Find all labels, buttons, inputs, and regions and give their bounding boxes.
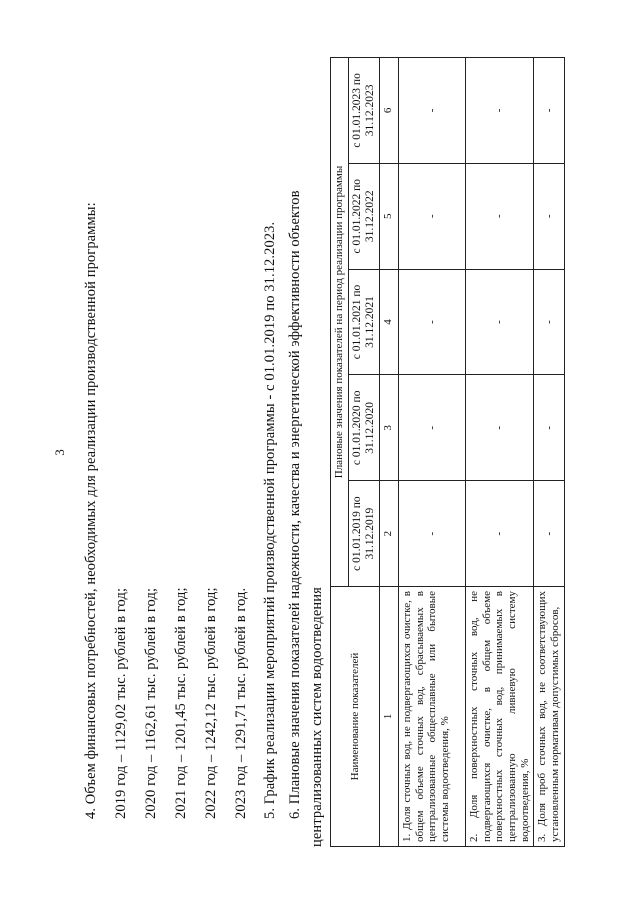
header-indicator-name: Наименование показателей bbox=[331, 587, 380, 847]
indicator-value: - bbox=[466, 481, 534, 587]
indicator-value: - bbox=[534, 58, 564, 164]
indicator-value: - bbox=[399, 375, 466, 481]
header-planned-values: Плановые значения показателей на период реализации программы bbox=[331, 58, 349, 587]
indicator-name: 2. Доля поверхностных сточных вод, не подвергающихся очистке, в общем объеме поверхностных сточных вод, принимаемых в централизованную ливневую систему водоотведения, % bbox=[466, 587, 534, 847]
column-number: 6 bbox=[380, 58, 399, 164]
indicators-table bbox=[330, 57, 565, 847]
page-number: 3 bbox=[52, 449, 67, 456]
indicator-value: - bbox=[534, 481, 564, 587]
paragraph-financial-needs: 4. Объем финансовых потребностей, необходимых для реализации производственной программы: bbox=[83, 202, 99, 819]
indicator-name: 1. Доля сточных вод, не подвергающихся очистке, в общем объеме сточных вод, сбрасываемых в централизованные общесплавные или бытовые системы водоотведения, % bbox=[399, 587, 466, 847]
column-number: 3 bbox=[380, 375, 399, 481]
column-number: 4 bbox=[380, 269, 399, 375]
indicator-value: - bbox=[399, 269, 466, 375]
indicator-value: - bbox=[466, 163, 534, 269]
year-line-2022: 2022 год – 1242,12 тыс. рублей в год; bbox=[203, 587, 219, 819]
header-period-2022: с 01.01.2022 по 31.12.2022 bbox=[348, 163, 379, 269]
header-period-2019: с 01.01.2019 по 31.12.2019 bbox=[348, 481, 379, 587]
header-period-2023: с 01.01.2023 по 31.12.2023 bbox=[348, 58, 379, 164]
year-line-2023: 2023 год – 1291,71 тыс. рублей в год. bbox=[233, 587, 249, 819]
table-row bbox=[534, 58, 564, 847]
year-line-2020: 2020 год – 1162,61 тыс. рублей в год; bbox=[143, 587, 159, 819]
indicator-value: - bbox=[534, 163, 564, 269]
indicator-value: - bbox=[399, 58, 466, 164]
indicator-name: 3. Доля проб сточных вод, не соответствующих установленным нормативам допустимых сбросов, bbox=[534, 587, 564, 847]
indicator-value: - bbox=[399, 163, 466, 269]
column-number: 2 bbox=[380, 481, 399, 587]
column-number: 5 bbox=[380, 163, 399, 269]
column-number: 1 bbox=[380, 587, 399, 847]
header-period-2020: с 01.01.2020 по 31.12.2020 bbox=[348, 375, 379, 481]
indicator-value: - bbox=[466, 375, 534, 481]
paragraph-schedule: 5. График реализации мероприятий производственной программы - с 01.01.2019 по 31.12.2023. bbox=[262, 221, 278, 819]
indicator-value: - bbox=[466, 58, 534, 164]
year-line-2019: 2019 год – 1129,02 тыс. рублей в год; bbox=[113, 587, 129, 819]
indicator-value: - bbox=[534, 375, 564, 481]
indicator-value: - bbox=[534, 269, 564, 375]
indicator-value: - bbox=[466, 269, 534, 375]
indicator-value: - bbox=[399, 481, 466, 587]
paragraph-indicators: 6. Плановые значения показателей надежности, качества и энергетической эффективности объектов bbox=[287, 190, 303, 819]
year-line-2021: 2021 год – 1201,45 тыс. рублей в год; bbox=[173, 587, 189, 819]
table-row bbox=[399, 58, 466, 847]
header-period-2021: с 01.01.2021 по 31.12.2021 bbox=[348, 269, 379, 375]
paragraph-indicators-cont: централизованных систем водоотведения bbox=[309, 587, 325, 847]
table-row bbox=[466, 58, 534, 847]
